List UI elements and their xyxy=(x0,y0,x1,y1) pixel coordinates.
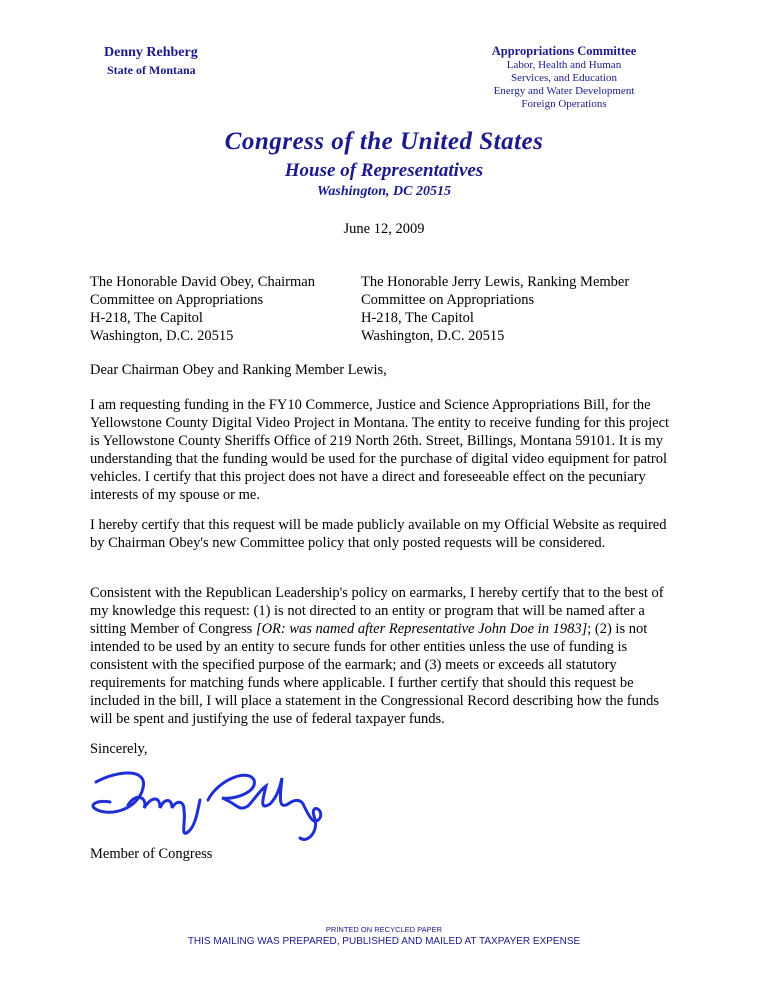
paragraph-italic-note: [OR: was named after Representative John Doe in 1983] xyxy=(255,621,588,637)
footer-taxpayer: THIS MAILING WAS PREPARED, PUBLISHED AND MAILED AT TAXPAYER EXPENSE xyxy=(187,936,581,947)
paragraph-request: I am requesting funding in the FY10 Commerce, Justice and Science Appropriations Bill, for the Yellowstone County Digital Video Project in Montana. The entity to receive funding for this project is Yellowstone County Sheriffs Office of 219 North 26th. Street, Billings, Montana 59101. It is my understanding that the funding would be used for the purchase of digital video equipment for patrol vehicles. I certify that this project does not have a direct and foreseeable effect on the pecuniary interests of my spouse or me. xyxy=(90,397,670,503)
paragraph-text: ; (2) is not intended to be used by an entity to secure funds for other entities unless the use of funding is consistent with the specified purpose of the earmark; and (3) meets or exceeds all statutory requirements for matching funds where applicable. I further certify that should this request be included in the bill, I will place a statement in the Congressional Record describing how the funds will be spent and justifying the use of federal taxpayer funds. xyxy=(90,621,659,727)
sender-name: Denny Rehberg xyxy=(104,45,198,60)
committee-line: Labor, Health and Human xyxy=(506,59,622,71)
letterhead-congress: Congress of the United States xyxy=(224,128,544,155)
recipient-address-left xyxy=(90,273,315,345)
closing: Sincerely, xyxy=(90,741,148,757)
address-line: Washington, D.C. 20515 xyxy=(361,328,505,344)
address-line: H-218, The Capitol xyxy=(90,310,203,326)
committee-block xyxy=(454,44,674,111)
signature xyxy=(88,760,348,850)
address-line: The Honorable David Obey, Chairman xyxy=(90,274,315,290)
signer-title: Member of Congress xyxy=(90,846,213,862)
recipient-address-right xyxy=(361,273,629,345)
footer-recycled: PRINTED ON RECYCLED PAPER xyxy=(325,925,443,934)
sender-state: State of Montana xyxy=(107,63,196,77)
paragraph-text: Consistent with the Republican Leadership's policy on earmarks, I hereby certify that to the best of my knowledge this request: (1) is not directed to an entity or program that will be named after a sitting Member of Congress xyxy=(90,585,664,637)
paragraph-website: I hereby certify that this request will be made publicly available on my Official Website as required by Chairman Obey's new Committee policy that only posted requests will be considered. xyxy=(90,517,667,551)
committee-line: Services, and Education xyxy=(511,72,617,84)
letter-date: June 12, 2009 xyxy=(343,221,425,237)
address-line: The Honorable Jerry Lewis, Ranking Member xyxy=(361,274,630,290)
address-line: Committee on Appropriations xyxy=(90,292,264,308)
committee-title: Appropriations Committee xyxy=(491,44,637,58)
committee-line: Foreign Operations xyxy=(521,98,607,110)
committee-line: Energy and Water Development xyxy=(493,85,635,97)
address-line: H-218, The Capitol xyxy=(361,310,474,326)
paragraph-earmarks xyxy=(90,584,680,728)
letterhead-address: Washington, DC 20515 xyxy=(317,184,451,199)
address-line: Committee on Appropriations xyxy=(361,292,535,308)
address-line: Washington, D.C. 20515 xyxy=(90,328,234,344)
letterhead-house: House of Representatives xyxy=(284,160,484,181)
salutation: Dear Chairman Obey and Ranking Member Lewis, xyxy=(90,362,387,378)
